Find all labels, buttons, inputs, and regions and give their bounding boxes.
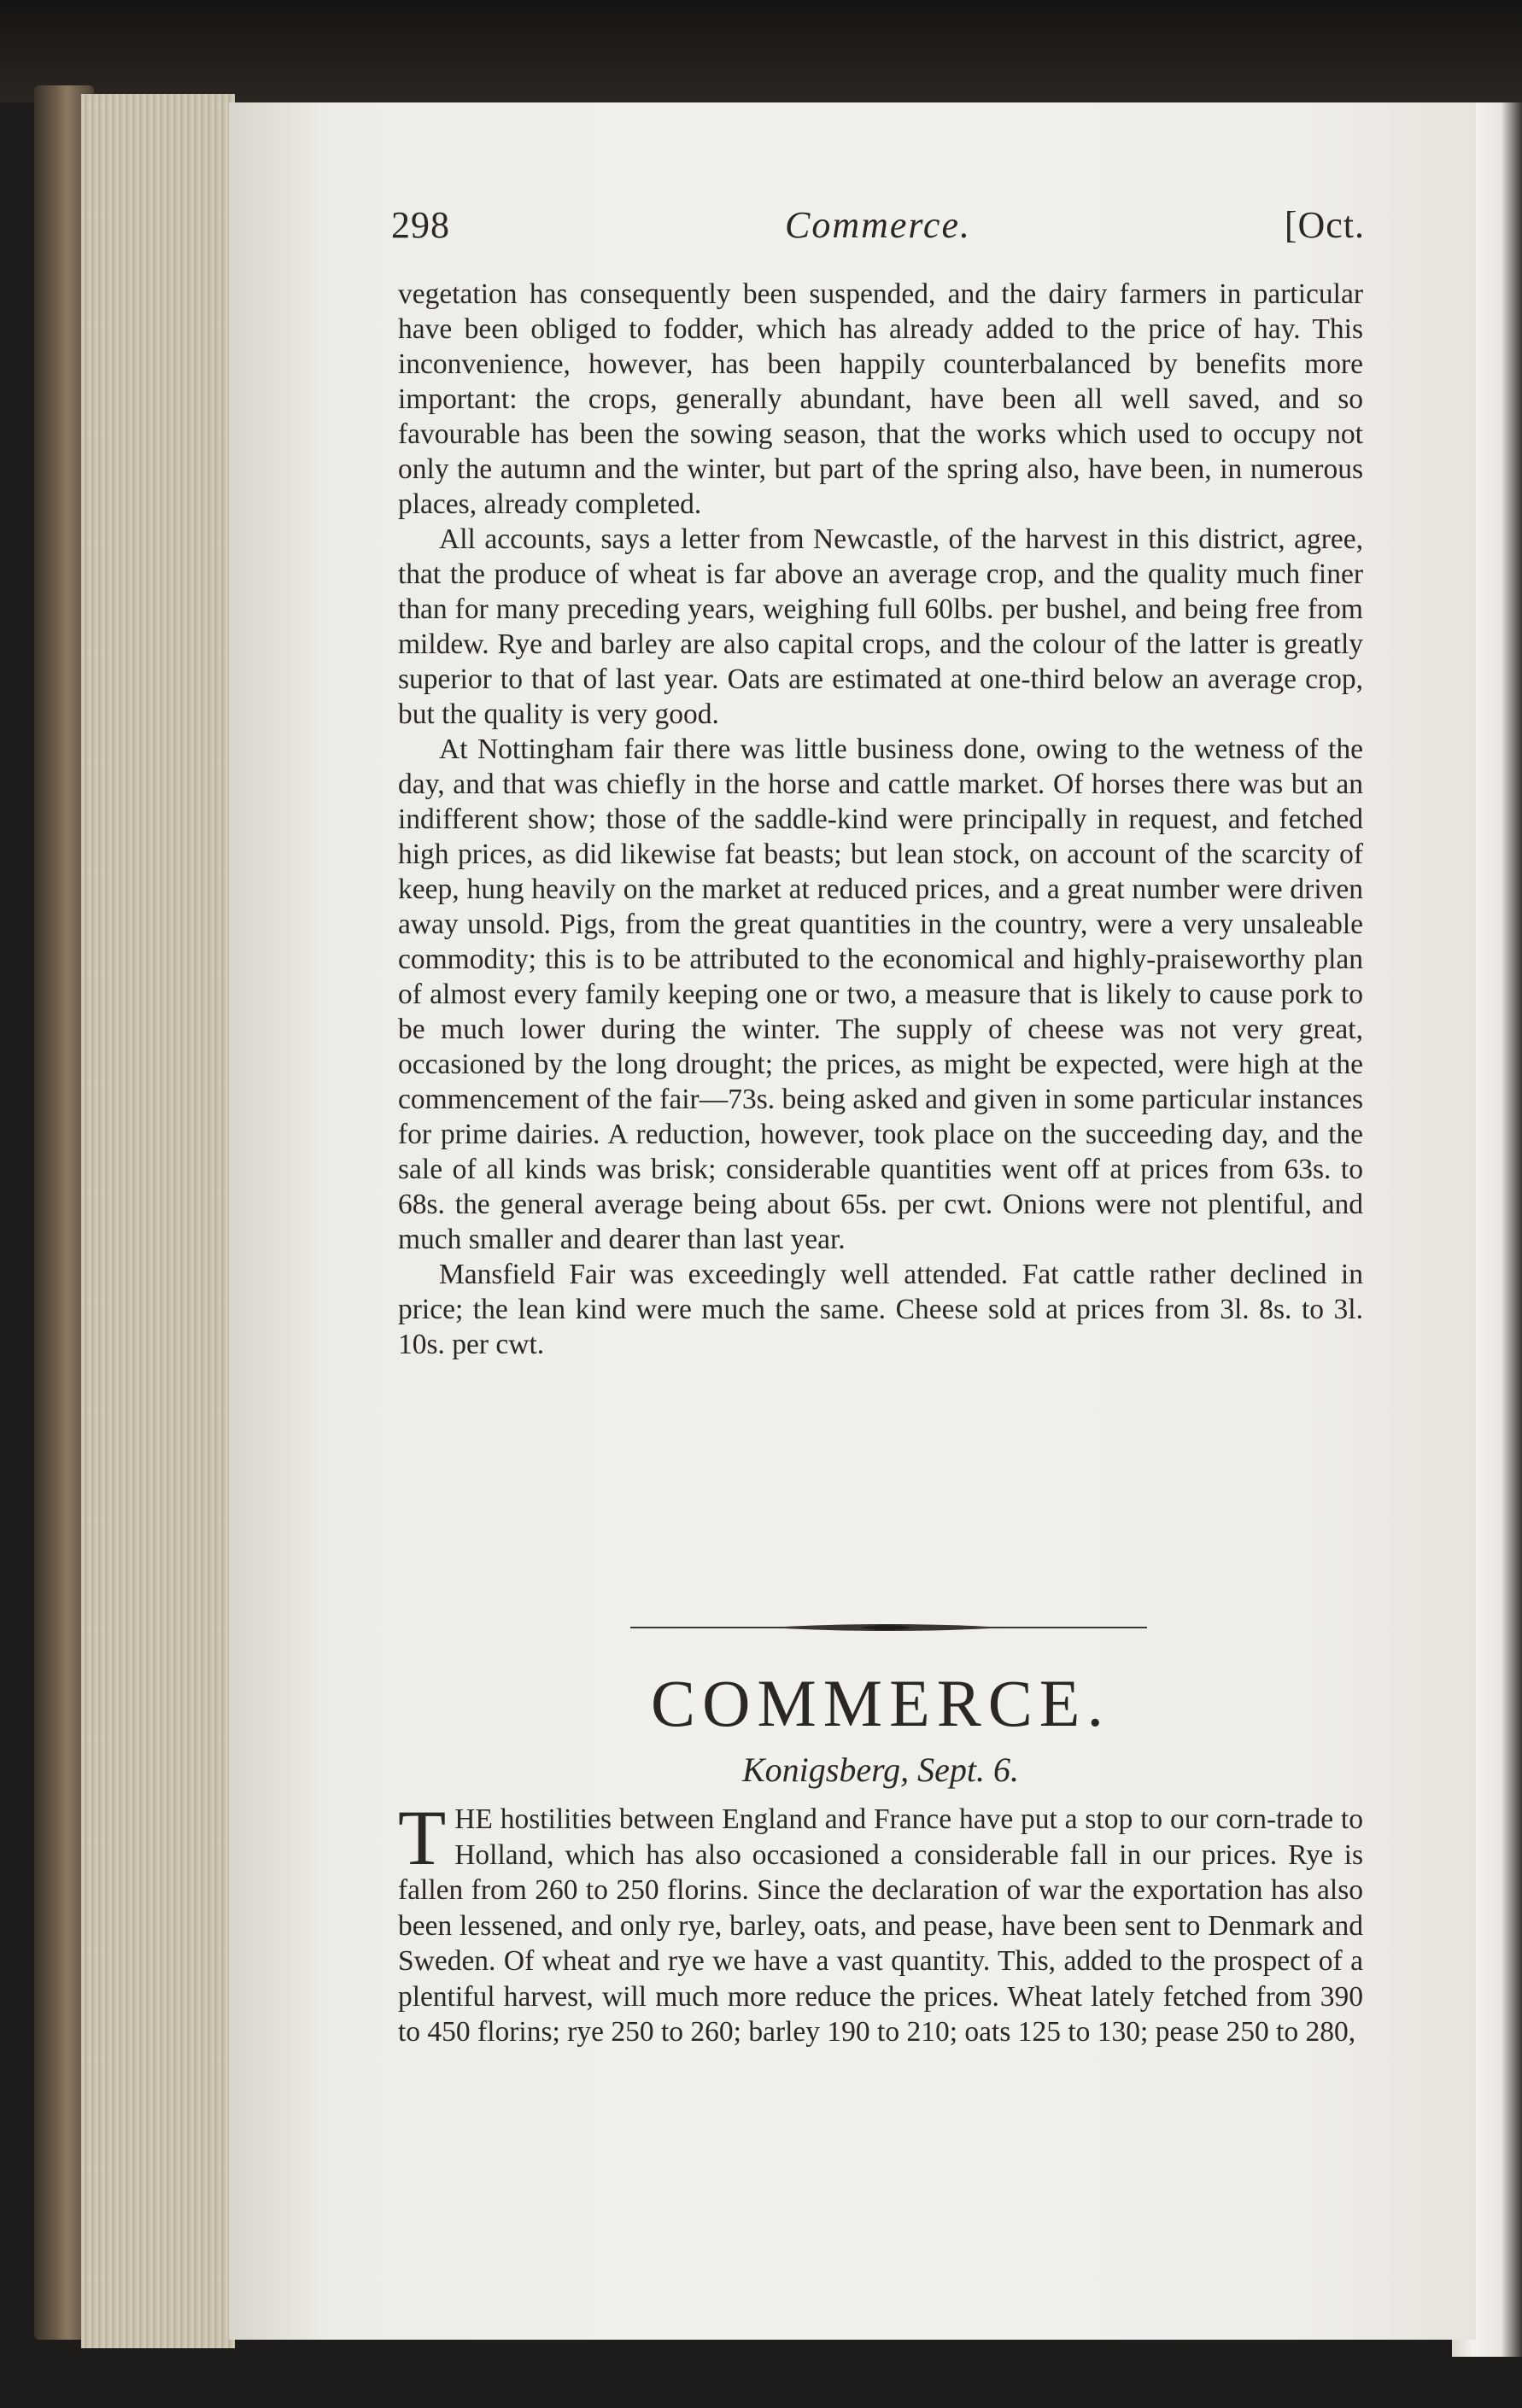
paragraph-weather: vegetation has consequently been suspended, and the dairy farmers in particular have been obliged to fodder, which has already added to the price of hay. This inconvenience, however, has been happily counterbalanced by benefits more important: the crops, generally abundant, have been all well saved, and so favourable has been the sowing season, that the works which used to occupy not only the autumn and the winter, but part of the spring also, have been, in numerous places, already completed.: [398, 278, 1363, 520]
paragraph-mansfield: Mansfield Fair was exceedingly well attended. Fat cattle rather declined in price; the lean kind were much the same. Cheese sold at prices from 3l. 8s. to 3l. 10s. per cwt.: [398, 1259, 1363, 1360]
drop-cap: T: [398, 1794, 447, 1881]
commerce-paragraph: [398, 1794, 1363, 2050]
page-header: [391, 203, 1365, 263]
commerce-paragraph-text: HE hostilities between England and France have put a stop to our corn-trade to Holland, which has also occasioned a considerable fall in our prices. Rye is fallen from 260 to 250 florins. Since the declaration of war the exportation has also been lessened, and only rye, barley, oats, and pease, have been sent to Denmark and Sweden. Of wheat and rye we have a vast quantity. This, added to the prospect of a plentiful harvest, will much more reduce the prices. Wheat lately fetched from 390 to 450 florins; rye 250 to 260; barley 190 to 210; oats 125 to 130; pease 250 to 280,: [398, 1803, 1363, 2048]
section-heading: COMMERCE.: [651, 1666, 1110, 1740]
running-title: Commerce.: [785, 204, 971, 246]
commerce-body: [398, 1794, 1363, 2050]
running-month: [Oct.: [1284, 204, 1365, 246]
page-number: 298: [391, 204, 450, 246]
page-edges: [81, 94, 235, 2348]
paragraph-nottingham: At Nottingham fair there was little business done, owing to the wetness of the day, and that was chiefly in the horse and cattle market. Of horses there was but an indifferent show; those of the saddle-kind were principally in request, and fetched high prices, as did likewise fat beasts; but lean stock, on account of the scarcity of keep, hung heavily on the market at reduced prices, and a great number were driven away unsold. Pigs, from the great quantities in the country, were a very unsaleable commodity; this is to be attributed to the economical and highly-praiseworthy plan of almost every family keeping one or two, a measure that is likely to cause pork to be much lower during the winter. The supply of cheese was not very great, occasioned by the long drought; the prices, as might be expected, were high at the commencement of the fair—73s. being asked and given in some particular instances for prime dairies. A reduction, however, took place on the succeeding day, and the sale of all kinds was brisk; considerable quantities went off at prices from 63s. to 68s. the general average being about 65s. per cwt. Onions were not plentiful, and much smaller and dearer than last year.: [398, 734, 1363, 1255]
paragraph-newcastle: All accounts, says a letter from Newcastle, of the harvest in this district, agree, that the produce of wheat is far above an average crop, and the quality much finer than for many preceding years, weighing full 60lbs. per bushel, and being free from mildew. Rye and barley are also capital crops, and the colour of the latter is greatly superior to that of last year. Oats are estimated at one-third below an average crop, but the quality is very good.: [398, 523, 1363, 730]
ornamental-rule: [630, 1622, 1147, 1633]
background-shadow: [0, 0, 1522, 102]
article-body: [398, 277, 1363, 1362]
page: [229, 102, 1476, 2340]
dateline: Konigsberg, Sept. 6.: [741, 1750, 1020, 1789]
